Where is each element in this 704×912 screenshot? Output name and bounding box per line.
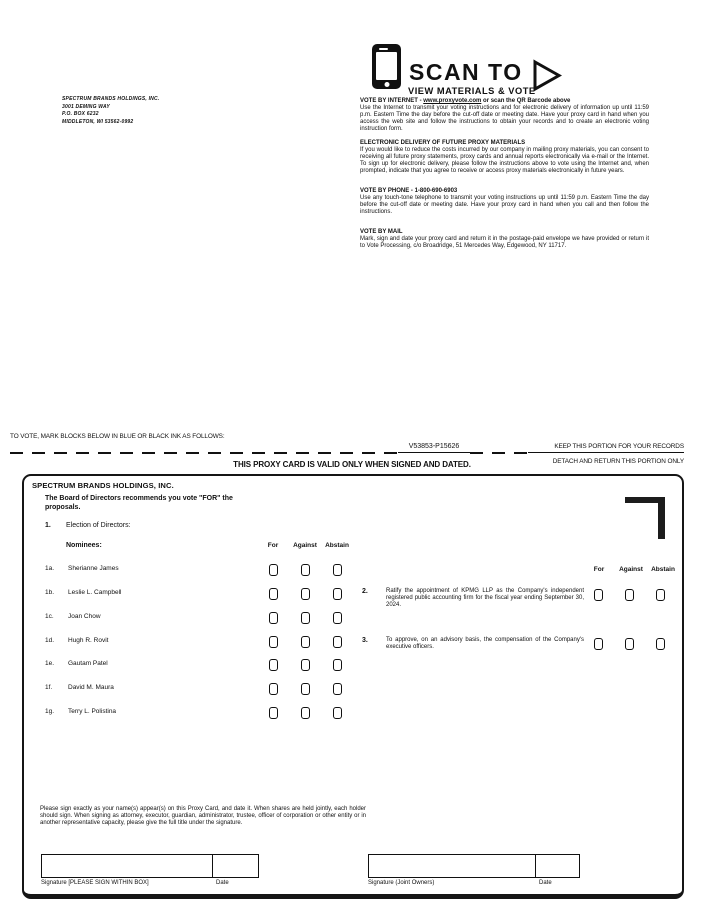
nominee-id: 1f. <box>45 684 53 691</box>
proposal-2-number: 2. <box>362 588 368 595</box>
nominee-id: 1e. <box>45 660 55 667</box>
scan-to-title: SCAN TO <box>409 59 523 85</box>
vote-header-for: For <box>267 542 279 549</box>
electronic-delivery-heading: ELECTRONIC DELIVERY OF FUTURE PROXY MATERIALS <box>360 140 526 146</box>
checkbox-for[interactable] <box>594 638 603 650</box>
vote-by-internet-body: Use the Internet to transmit your voting instructions and for electronic delivery of information up until 11:59 p.m. Eastern Time the day before the cut-off date or meeting date. Have your proxy card in hand when you access the web site and follow the instructions to obtain your records and to create an electronic voting instruction form. <box>360 105 649 132</box>
date-box-primary[interactable] <box>213 854 259 878</box>
vote-by-mail-section <box>360 229 649 250</box>
checkbox-abstain[interactable] <box>656 589 665 601</box>
vote-header-right <box>583 566 679 573</box>
signature-box-joint[interactable] <box>368 854 536 878</box>
nominee-name: Hugh R. Rovit <box>68 637 109 644</box>
vote-header-against: Against <box>293 542 317 549</box>
nominee-row <box>45 707 375 721</box>
sign-instructions: Please sign exactly as your name(s) appear(s) on this Proxy Card, and date it. When shares are held jointly, each holder should sign. When signing as attorney, executor, guardian, administrator, trustee, officer of corporation or other entity or in another representative capacity, please give the full title under the signature. <box>40 806 366 826</box>
card-company-name: SPECTRUM BRANDS HOLDINGS, INC. <box>32 481 174 490</box>
proposal-1-number: 1. <box>45 522 51 529</box>
nominee-id: 1g. <box>45 708 55 715</box>
checkbox-against[interactable] <box>301 683 310 695</box>
signature-box-primary[interactable] <box>41 854 213 878</box>
electronic-delivery-section <box>360 140 649 175</box>
phone-home-button <box>384 82 389 87</box>
detach-dashed-line <box>10 452 398 454</box>
proxy-card <box>22 474 684 899</box>
mark-blocks-instruction: TO VOTE, MARK BLOCKS BELOW IN BLUE OR BLACK INK AS FOLLOWS: <box>10 433 225 440</box>
keep-portion-note: KEEP THIS PORTION FOR YOUR RECORDS <box>528 443 684 453</box>
vote-by-internet-label-rest: or scan the QR Barcode above <box>481 98 571 104</box>
checkbox-against[interactable] <box>625 638 634 650</box>
vote-by-mail-body: Mark, sign and date your proxy card and return it in the postage-paid envelope we have provided or return it to Vote Processing, c/o Broadridge, 51 Mercedes Way, Edgewood, NY 11717. <box>360 236 649 249</box>
sender-address <box>62 96 159 126</box>
control-number: V53853-P15626 <box>398 443 470 453</box>
nominee-row <box>45 683 375 697</box>
nominee-name: Joan Chow <box>68 613 101 620</box>
vote-by-phone-heading: VOTE BY PHONE - 1-800-690-6903 <box>360 188 458 194</box>
checkbox-against[interactable] <box>625 589 634 601</box>
proxyvote-link[interactable]: www.proxyvote.com <box>423 98 482 104</box>
vote-by-internet-section <box>360 98 649 133</box>
date-label: Date <box>216 880 229 886</box>
nominee-id: 1a. <box>45 565 55 572</box>
arrow-right-icon <box>532 59 562 97</box>
vote-by-internet-heading <box>360 98 649 105</box>
nominee-row <box>45 564 375 578</box>
proposal-3-text: To approve, on an advisory basis, the compensation of the Company's executive officers. <box>386 637 584 650</box>
nominee-id: 1b. <box>45 589 55 596</box>
vote-header-against: Against <box>619 566 643 573</box>
sender-address-line: MIDDLETON, WI 53562-0992 <box>62 118 134 125</box>
signature-primary-label: Signature [PLEASE SIGN WITHIN BOX] <box>41 880 149 886</box>
nominee-name: David M. Maura <box>68 684 114 691</box>
valid-when-signed-note: THIS PROXY CARD IS VALID ONLY WHEN SIGNED AND DATED. <box>233 460 471 469</box>
detach-dashed-line <box>470 452 528 454</box>
checkbox-for[interactable] <box>269 683 278 695</box>
vote-header-abstain: Abstain <box>651 566 675 573</box>
detach-return-note: DETACH AND RETURN THIS PORTION ONLY <box>552 458 684 465</box>
vote-by-internet-label: VOTE BY INTERNET - <box>360 98 424 104</box>
board-recommendation: The Board of Directors recommends you vote "FOR" the proposals. <box>45 495 233 511</box>
checkbox-abstain[interactable] <box>333 683 342 695</box>
checkbox-for[interactable] <box>269 707 278 719</box>
checkbox-against[interactable] <box>301 707 310 719</box>
checkbox-abstain[interactable] <box>333 707 342 719</box>
nominee-name: Gautam Patel <box>68 660 108 667</box>
date-box-joint[interactable] <box>536 854 580 878</box>
sender-address-line: 3001 DEMING WAY <box>62 103 110 110</box>
vote-by-phone-body: Use any touch-tone telephone to transmit your voting instructions up until 11:59 p.m. Eastern Time the day before the cut-off date or meeting date. Have your proxy card in hand when you call and then follow the instructions. <box>360 195 649 215</box>
vote-header-abstain: Abstain <box>325 542 349 549</box>
vote-header-for: For <box>593 566 605 573</box>
vote-by-phone-section <box>360 188 649 216</box>
nominee-name: Leslie L. Campbell <box>68 589 122 596</box>
signature-joint-label: Signature (Joint Owners) <box>368 880 435 886</box>
nominees-label: Nominees: <box>66 542 102 549</box>
checkbox-for[interactable] <box>269 564 278 576</box>
proposal-1-title: Election of Directors: <box>66 522 131 529</box>
scan-to-subtitle: VIEW MATERIALS & VOTE <box>408 86 536 96</box>
vote-header-left <box>257 542 353 549</box>
corner-registration-mark <box>625 497 665 539</box>
phone-speaker-slit <box>379 48 388 50</box>
date-label: Date <box>539 880 552 886</box>
proposal-row <box>24 637 686 667</box>
phone-screen <box>376 52 397 80</box>
nominee-name: Sherianne James <box>68 565 119 572</box>
checkbox-abstain[interactable] <box>333 564 342 576</box>
checkbox-for[interactable] <box>594 589 603 601</box>
sender-address-line: P.O. BOX 6232 <box>62 111 99 118</box>
nominee-name: Terry L. Polistina <box>68 708 117 715</box>
checkbox-abstain[interactable] <box>656 638 665 650</box>
proposal-2-text: Ratify the appointment of KPMG LLP as the Company's independent registered public accounting firm for the fiscal year ending September 30, 2024. <box>386 588 584 608</box>
proposal-3-number: 3. <box>362 637 368 644</box>
smartphone-icon <box>372 44 401 89</box>
sender-address-line: SPECTRUM BRANDS HOLDINGS, INC. <box>62 96 160 102</box>
nominee-id: 1c. <box>45 613 54 620</box>
vote-instructions <box>360 98 649 257</box>
proposal-row <box>24 588 686 618</box>
checkbox-against[interactable] <box>301 564 310 576</box>
electronic-delivery-body: If you would like to reduce the costs incurred by our company in mailing proxy materials, you can consent to receiving all future proxy statements, proxy cards and annual reports electronically via e-mail or the Internet. To sign up for electronic delivery, please follow the instructions above to vote using the Internet and, when prompted, indicate that you agree to receive or access proxy materials electronically in future years. <box>360 147 649 174</box>
vote-by-mail-heading: VOTE BY MAIL <box>360 229 403 235</box>
nominee-id: 1d. <box>45 637 55 644</box>
